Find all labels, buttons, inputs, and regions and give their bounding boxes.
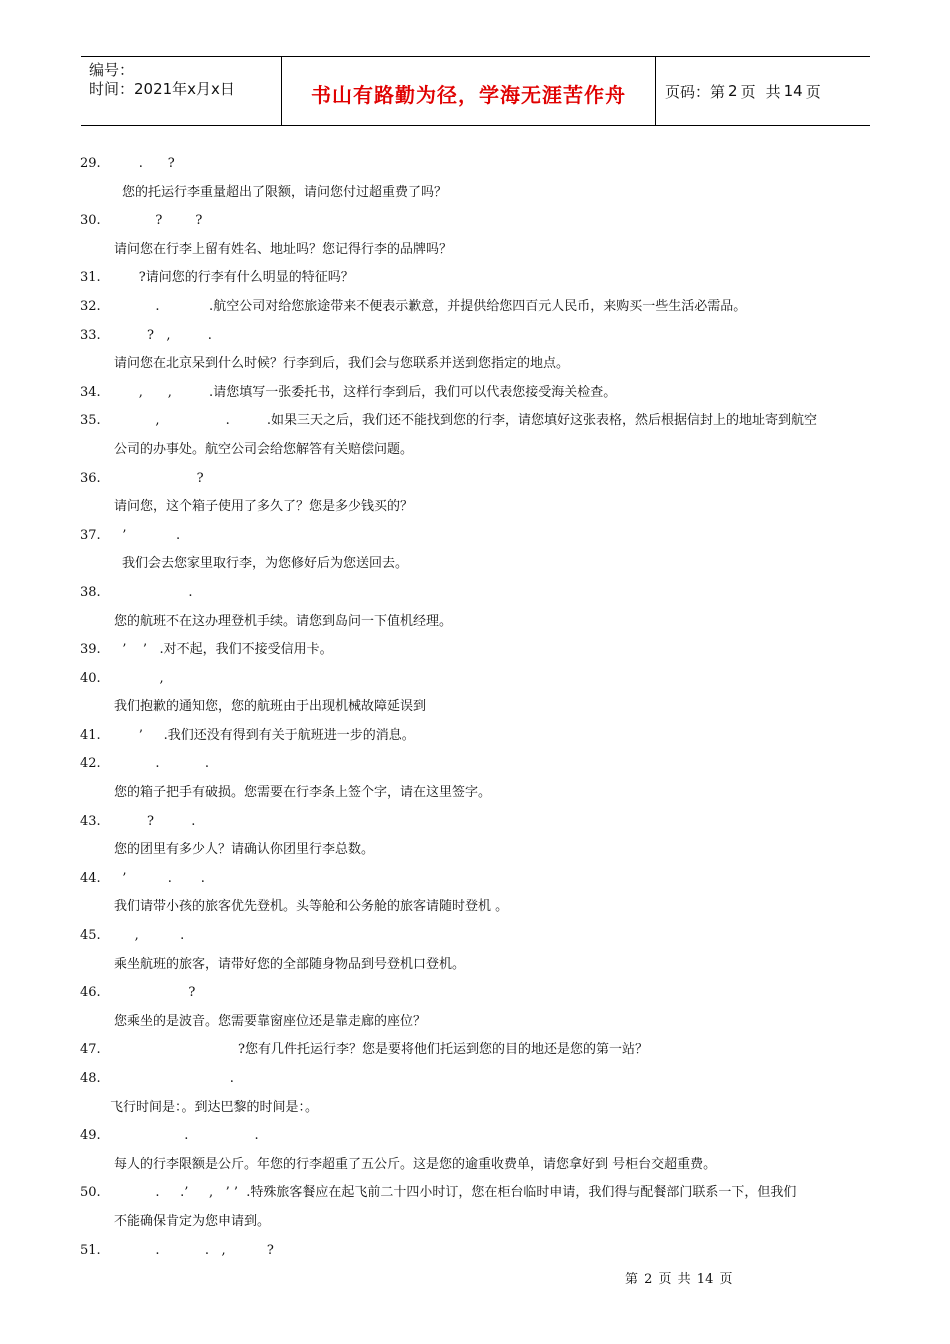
chinese-text: 公司的办事处。航空公司会给您解答有关赔偿问题。 bbox=[114, 441, 414, 457]
text-line bbox=[80, 322, 872, 351]
english-fragment: , . . bbox=[114, 413, 272, 429]
text-line bbox=[80, 264, 872, 293]
text-line bbox=[80, 865, 872, 894]
chinese-text: 我们会去您家里取行李，为您修好后为您送回去。 bbox=[122, 556, 409, 572]
english-fragment: ? bbox=[114, 985, 196, 1001]
text-line bbox=[80, 1237, 872, 1266]
chinese-text: 您的航班不在这办理登机手续。请您到岛问一下值机经理。 bbox=[114, 613, 453, 629]
english-fragment: , , . bbox=[114, 384, 214, 400]
item-number: 41. bbox=[80, 727, 101, 743]
chinese-text: 特殊旅客餐应在起飞前二十四小时订，您在柜台临时申请，我们得与配餐部门联系一下，但我们 bbox=[250, 1185, 797, 1201]
english-fragment: ? , . bbox=[114, 327, 212, 343]
text-line bbox=[80, 808, 872, 837]
english-fragment: ? ? bbox=[114, 213, 203, 229]
text-line bbox=[80, 893, 872, 922]
chinese-text: 请问您在行李上留有姓名、地址吗？您记得行李的品牌吗？ bbox=[114, 241, 453, 257]
text-line bbox=[80, 665, 872, 694]
item-number: 36. bbox=[80, 470, 101, 486]
item-number: 46. bbox=[80, 985, 101, 1001]
english-fragment: ’ . bbox=[114, 527, 181, 543]
text-line bbox=[80, 750, 872, 779]
header-info-cell bbox=[81, 57, 282, 125]
text-line bbox=[80, 179, 872, 208]
text-line bbox=[80, 293, 872, 322]
page-footer: 第 2 页 共 14 页 bbox=[625, 1272, 733, 1287]
header-page-info bbox=[656, 57, 870, 125]
text-line bbox=[80, 350, 872, 379]
item-number: 50. bbox=[80, 1185, 101, 1201]
chinese-text: 航空公司对给您旅途带来不便表示歉意，并提供给您四百元人民币，来购买一些生活必需品。 bbox=[213, 298, 747, 314]
chinese-text: 您的箱子把手有破损。您需要在行李条上签个字，请在这里签字。 bbox=[114, 785, 492, 801]
chinese-text: 您乘坐的是波音。您需要靠窗座位还是靠走廊的座位？ bbox=[114, 1013, 427, 1029]
chinese-text: 如果三天之后，我们还不能找到您的行李，请您填好这张表格，然后根据信封上的地址寄到航空 bbox=[271, 413, 818, 429]
text-line bbox=[80, 979, 872, 1008]
chinese-text: 请问您，这个箱子使用了多久了？您是多少钱买的？ bbox=[114, 499, 414, 515]
item-number: 45. bbox=[80, 928, 101, 944]
chinese-text: 我们抱歉的通知您，您的航班由于出现机械故障延误到 bbox=[114, 699, 427, 715]
text-line bbox=[80, 493, 872, 522]
chinese-text: 您的团里有多少人？请确认你团里行李总数。 bbox=[114, 842, 375, 858]
text-line bbox=[80, 379, 872, 408]
english-fragment: . bbox=[114, 584, 193, 600]
text-line bbox=[80, 779, 872, 808]
item-number: 49. bbox=[80, 1128, 101, 1144]
text-line bbox=[80, 236, 872, 265]
text-line bbox=[80, 922, 872, 951]
text-line bbox=[80, 608, 872, 637]
item-number: 39. bbox=[80, 642, 101, 658]
text-line bbox=[80, 407, 872, 436]
chinese-text: 对不起，我们不接受信用卡。 bbox=[163, 642, 333, 658]
english-fragment: ’ . bbox=[114, 727, 168, 743]
text-line bbox=[80, 1151, 872, 1180]
text-line bbox=[80, 522, 872, 551]
english-fragment: , . bbox=[114, 928, 185, 944]
english-fragment: . . bbox=[114, 1128, 259, 1144]
serial-label: 编号： bbox=[89, 61, 135, 79]
page-prefix: 页码：第 bbox=[665, 82, 726, 101]
text-line bbox=[80, 1179, 872, 1208]
item-number: 48. bbox=[80, 1071, 101, 1086]
text-line bbox=[80, 550, 872, 579]
text-line bbox=[80, 465, 872, 494]
english-fragment: . . bbox=[114, 756, 210, 772]
total-number: 14 bbox=[783, 82, 803, 100]
english-fragment: . . bbox=[114, 298, 214, 314]
text-line bbox=[80, 636, 872, 665]
chinese-text: 每人的行李限额是公斤。年您的行李超重了五公斤。这是您的逾重收费单，请您拿好到 号柜台交超重费。 bbox=[114, 1156, 717, 1172]
english-fragment: ? bbox=[114, 1042, 245, 1058]
text-line bbox=[80, 207, 872, 236]
english-fragment: ? . bbox=[114, 813, 196, 829]
item-number: 29. bbox=[80, 156, 101, 171]
header-motto: 书山有路勤为径，学海无涯苦作舟 bbox=[282, 57, 656, 125]
item-number: 42. bbox=[80, 756, 101, 772]
text-line bbox=[80, 693, 872, 722]
text-line bbox=[80, 1036, 872, 1065]
english-fragment: ’ ’ . bbox=[114, 642, 164, 658]
page-number: 2 bbox=[728, 82, 738, 100]
text-line bbox=[80, 1122, 872, 1151]
item-number: 33. bbox=[80, 327, 101, 343]
english-fragment: . bbox=[114, 1071, 234, 1086]
total-suffix: 页 bbox=[805, 82, 821, 101]
item-number: 37. bbox=[80, 527, 101, 543]
chinese-text: 我们还没有得到有关于航班进一步的消息。 bbox=[167, 727, 415, 743]
english-fragment: ? bbox=[114, 270, 146, 286]
item-number: 32. bbox=[80, 298, 101, 314]
page-header bbox=[81, 56, 870, 126]
chinese-text: 不能确保肯定为您申请到。 bbox=[114, 1213, 271, 1229]
text-line bbox=[80, 1065, 872, 1094]
item-number: 31. bbox=[80, 270, 101, 286]
text-line bbox=[80, 1008, 872, 1037]
text-line bbox=[80, 722, 872, 751]
english-fragment: ? bbox=[114, 470, 204, 486]
item-number: 47. bbox=[80, 1042, 101, 1058]
date-line: 时间：2021年x月x日 bbox=[89, 80, 235, 98]
text-line bbox=[80, 1094, 872, 1123]
chinese-text: 乘坐航班的旅客，请带好您的全部随身物品到号登机口登机。 bbox=[114, 956, 466, 972]
text-line bbox=[80, 1208, 872, 1237]
item-number: 30. bbox=[80, 213, 101, 229]
chinese-text: 请问您在北京呆到什么时候？行李到后，我们会与您联系并送到您指定的地点。 bbox=[114, 356, 570, 372]
text-line bbox=[80, 436, 872, 465]
chinese-text: 我们请带小孩的旅客优先登机。头等舱和公务舱的旅客请随时登机 。 bbox=[114, 899, 509, 915]
chinese-text: 请问您的行李有什么明显的特征吗？ bbox=[145, 270, 354, 286]
item-number: 38. bbox=[80, 584, 101, 600]
chinese-text: 您的托运行李重量超出了限额，请问您付过超重费了吗？ bbox=[122, 184, 448, 200]
text-line bbox=[80, 951, 872, 980]
english-fragment: ’ . . bbox=[114, 870, 205, 886]
english-fragment: . ? bbox=[114, 156, 175, 171]
item-number: 51. bbox=[80, 1242, 101, 1258]
document-body bbox=[80, 150, 872, 1265]
chinese-text: 您有几件托运行李？您是要将他们托运到您的目的地还是您的第一站？ bbox=[244, 1042, 648, 1058]
text-line bbox=[80, 579, 872, 608]
chinese-text: 请您填写一张委托书，这样行李到后，我们可以代表您接受海关检查。 bbox=[213, 384, 617, 400]
item-number: 43. bbox=[80, 813, 101, 829]
item-number: 35. bbox=[80, 413, 101, 429]
page-mid: 页 bbox=[740, 82, 756, 101]
item-number: 44. bbox=[80, 870, 101, 886]
text-line bbox=[80, 150, 872, 179]
chinese-text: 飞行时间是：。到达巴黎的时间是：。 bbox=[110, 1099, 319, 1115]
english-fragment: . .’ , ’ ’ . bbox=[114, 1185, 251, 1201]
total-prefix: 共 bbox=[765, 82, 781, 101]
english-fragment: . . , ? bbox=[114, 1242, 274, 1258]
item-number: 40. bbox=[80, 670, 101, 686]
english-fragment: , bbox=[114, 670, 164, 686]
text-line bbox=[80, 836, 872, 865]
item-number: 34. bbox=[80, 384, 101, 400]
